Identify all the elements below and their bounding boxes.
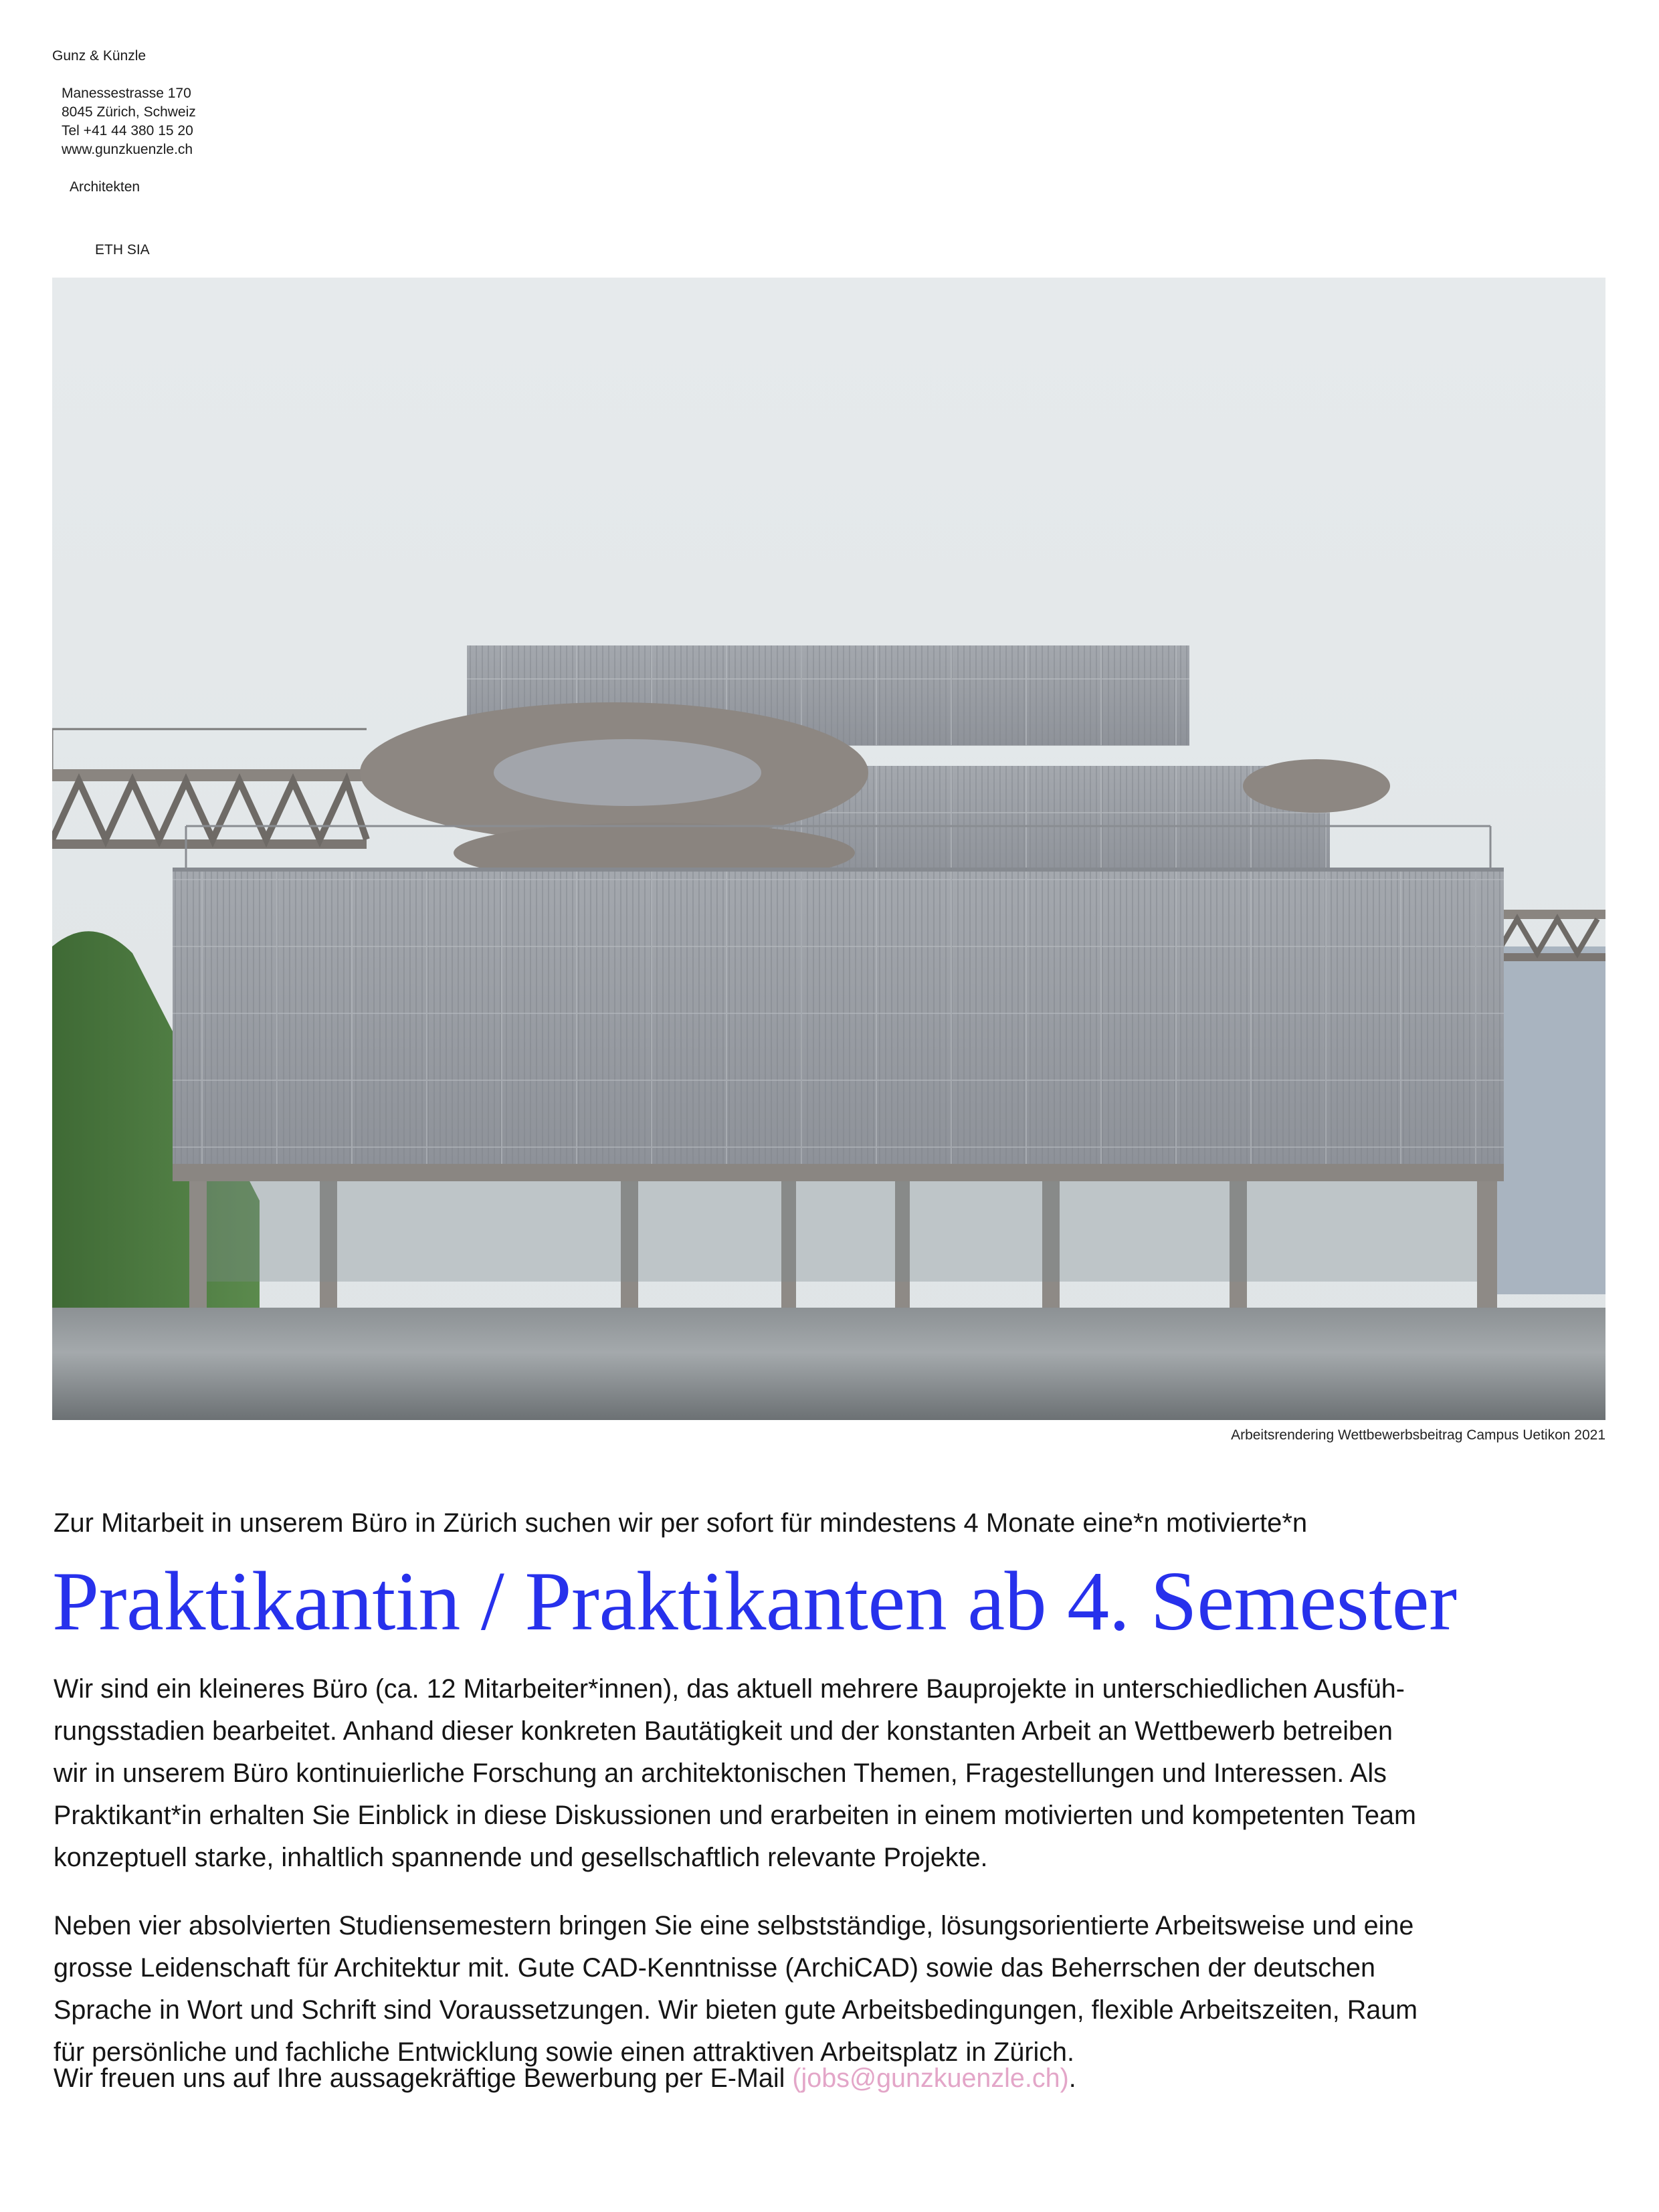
paragraph-office-line: Wir sind ein kleineres Büro (ca. 12 Mitarbeiter*innen), das aktuell mehrere Bauprojekte in unterschiedlichen Ausfüh- — [54, 1674, 1405, 1704]
paragraph-requirements — [54, 1905, 1612, 2074]
address-website[interactable]: www.gunzkuenzle.ch — [62, 142, 193, 157]
main-volume — [173, 870, 1504, 1181]
paragraph-requirements-line: grosse Leidenschaft für Architektur mit. Gute CAD-Kenntnisse (ArchiCAD) sowie das Beherrschen der deutschen — [54, 1953, 1375, 1983]
address-phone: Tel +41 44 380 15 20 — [62, 123, 193, 138]
application-period: . — [1068, 2064, 1076, 2093]
paragraph-office-line: Praktikant*in erhalten Sie Einblick in diese Diskussionen und erarbeiten in einem motivierten und kompetenten Team — [54, 1801, 1416, 1830]
undercroft — [207, 1181, 1477, 1282]
company-name: Gunz & Künzle — [52, 48, 147, 64]
paragraph-requirements-line: Sprache in Wort und Schrift sind Voraussetzungen. Wir bieten gute Arbeitsbedingungen, flexible Arbeitszeiten, Raum — [54, 1995, 1418, 2025]
image-caption: Arbeitsrendering Wettbewerbsbeitrag Campus Uetikon 2021 — [1231, 1427, 1605, 1443]
paragraph-requirements-line: für persönliche und fachliche Entwicklung sowie einen attraktiven Arbeitsplatz in Zürich. — [54, 2037, 1074, 2067]
paragraph-office-line: konzeptuell starke, inhaltlich spannende und gesellschaftlich relevante Projekte. — [54, 1843, 988, 1872]
architecture-rendering — [52, 278, 1605, 1420]
paragraph-requirements-line: Neben vier absolvierten Studiensemestern bringen Sie eine selbstständige, lösungsorientierte Arbeitsweise und eine — [54, 1911, 1414, 1940]
rendering-illustration — [52, 278, 1605, 1420]
company-profession: Architekten — [70, 179, 140, 195]
posting-headline: Praktikantin / Praktikanten ab 4. Semester — [52, 1555, 1457, 1648]
application-text: Wir freuen uns auf Ihre aussagekräftige Bewerbung per E-Mail — [54, 2064, 793, 2093]
address-street: Manessestrasse 170 — [62, 86, 191, 101]
wet-ground — [52, 1308, 1605, 1420]
posting-intro: Zur Mitarbeit in unserem Büro in Zürich suchen wir per sofort für mindestens 4 Monate eine*n motivierte*n — [54, 1508, 1308, 1538]
paragraph-office — [54, 1668, 1612, 1879]
application-email-link[interactable]: (jobs@gunzkuenzle.ch) — [792, 2064, 1069, 2093]
paragraph-office-line: rungsstadien bearbeitet. Anhand dieser konkreten Bautätigkeit und der konstanten Arbeit an Wettbewerb betreiben — [54, 1716, 1393, 1746]
paragraph-application — [54, 2057, 1612, 2100]
company-associations: ETH SIA — [95, 242, 150, 258]
address-city: 8045 Zürich, Schweiz — [62, 104, 196, 120]
paragraph-office-line: wir in unserem Büro kontinuierliche Forschung an architektonischen Themen, Fragestellungen und Interessen. Als — [54, 1758, 1387, 1788]
company-address — [62, 84, 196, 159]
